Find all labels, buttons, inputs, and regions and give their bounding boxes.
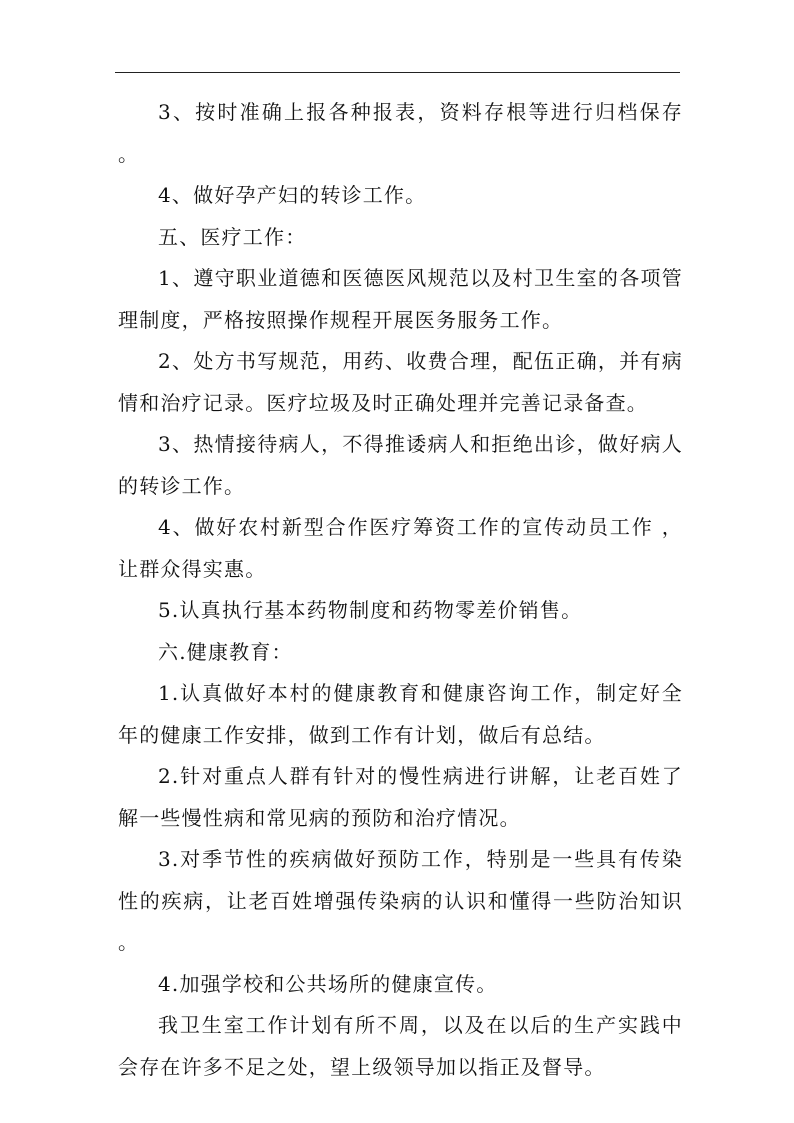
paragraph: 4、做好孕产妇的转诊工作。 xyxy=(158,183,427,207)
paragraph: 3、按时准确上报各种报表，资料存根等进行归档保存 。 xyxy=(118,100,683,166)
body-text xyxy=(118,92,683,1088)
paragraph: 1、遵守职业道德和医德医风规范以及村卫生室的各项管理制度，严格按照操作规程开展医务服务工作。 xyxy=(118,266,683,332)
paragraph: 3.对季节性的疾病做好预防工作，特别是一些具有传染性的疾病，让老百姓增强传染病的认识和懂得一些防治知识 。 xyxy=(118,847,683,954)
paragraph: 1.认真做好本村的健康教育和健康咨询工作，制定好全年的健康工作安排，做到工作有计划，做后有总结。 xyxy=(118,681,683,747)
paragraph: 4.加强学校和公共场所的健康宣传。 xyxy=(158,971,498,996)
paragraph: 2、处方书写规范，用药、收费合理，配伍正确，并有病情和治疗记录。医疗垃圾及时正确处理并完善记录备查。 xyxy=(118,349,683,415)
paragraph: 2.针对重点人群有针对的慢性病进行讲解，让老百姓了解一些慢性病和常见病的预防和治疗情况。 xyxy=(118,764,683,830)
section-heading-health-education: 六.健康教育： xyxy=(158,639,293,664)
paragraph: 3、热情接待病人，不得推诿病人和拒绝出诊，做好病人的转诊工作。 xyxy=(118,432,683,498)
section-heading-medical: 五、医疗工作： xyxy=(158,224,307,249)
header-rule xyxy=(115,72,680,73)
closing-paragraph: 我卫生室工作计划有所不周，以及在以后的生产实践中会存在许多不足之处，望上级领导加以指正及督导。 xyxy=(118,1013,683,1079)
paragraph: 4、做好农村新型合作医疗筹资工作的宣传动员工作 ，让群众得实惠。 xyxy=(118,515,683,581)
paragraph: 5.认真执行基本药物制度和药物零差价销售。 xyxy=(158,598,583,622)
